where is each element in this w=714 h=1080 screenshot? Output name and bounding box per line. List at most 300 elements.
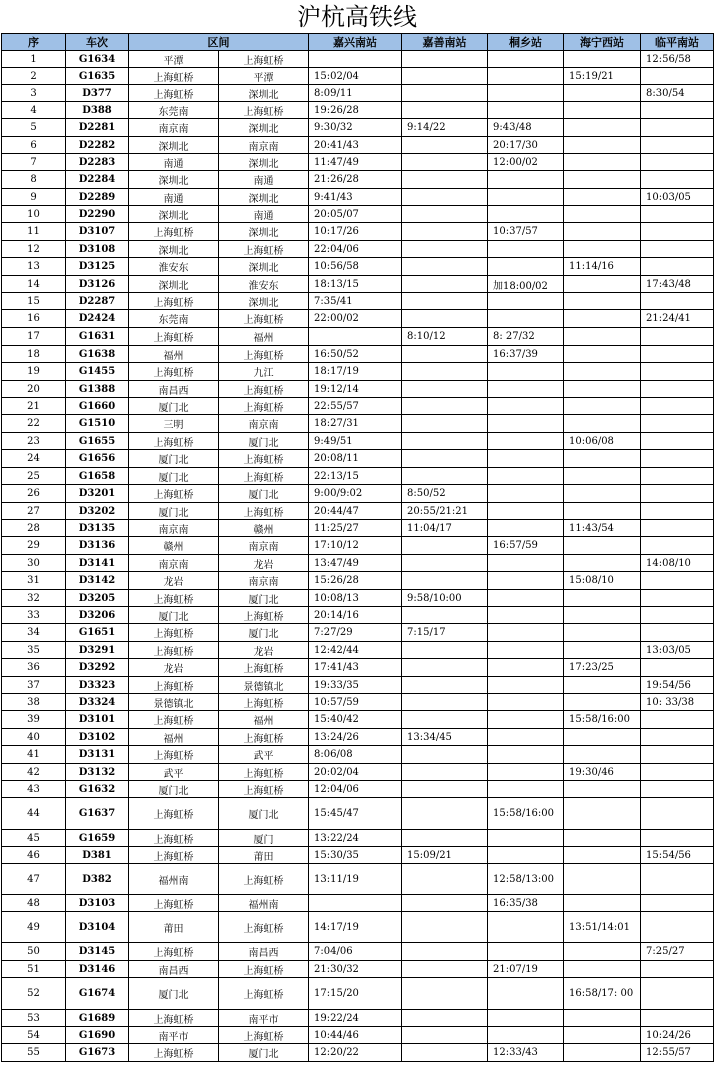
cell-origin: 赣州 (129, 537, 219, 555)
cell-time (564, 485, 641, 503)
cell-destination: 深圳北 (219, 85, 309, 102)
table-row (2, 864, 714, 895)
cell-time: 19:33/35 (309, 677, 402, 694)
table-row (2, 895, 714, 912)
cell-train-number: D2287 (66, 293, 129, 310)
cell-time: 9:58/10:00 (402, 590, 488, 607)
cell-seq: 37 (2, 677, 66, 694)
cell-time (402, 912, 488, 943)
cell-train-number: D3146 (66, 961, 129, 978)
cell-time: 10:17/26 (309, 223, 402, 241)
cell-time (564, 1010, 641, 1027)
header-seq: 序 (2, 34, 66, 51)
cell-seq: 48 (2, 895, 66, 912)
cell-time: 9:49/51 (309, 433, 402, 450)
cell-time (488, 485, 564, 503)
cell-destination: 南京南 (219, 572, 309, 590)
cell-time (564, 415, 641, 433)
cell-time (402, 276, 488, 293)
cell-time (488, 978, 564, 1010)
cell-origin: 南通 (129, 189, 219, 206)
header-row (2, 34, 714, 51)
header-train: 车次 (66, 34, 129, 51)
cell-time (564, 154, 641, 171)
table-row (2, 68, 714, 85)
cell-seq: 31 (2, 572, 66, 590)
header-jiashan-south: 嘉善南站 (402, 34, 488, 51)
cell-time: 12:58/13:00 (488, 864, 564, 895)
cell-time: 17:15/20 (309, 978, 402, 1010)
cell-destination: 上海虹桥 (219, 694, 309, 711)
cell-time (641, 520, 714, 537)
cell-seq: 35 (2, 642, 66, 659)
cell-time: 19:54/56 (641, 677, 714, 694)
cell-time: 15:30/35 (309, 847, 402, 864)
cell-train-number: D3101 (66, 711, 129, 729)
cell-train-number: G1689 (66, 1010, 129, 1027)
cell-time (402, 346, 488, 363)
table-row (2, 206, 714, 223)
cell-time: 20:05/07 (309, 206, 402, 223)
cell-origin: 上海虹桥 (129, 293, 219, 310)
cell-time: 21:30/32 (309, 961, 402, 978)
cell-time (402, 363, 488, 381)
cell-seq: 49 (2, 912, 66, 943)
cell-time: 20:44/47 (309, 503, 402, 520)
table-row (2, 137, 714, 154)
cell-time (488, 1010, 564, 1027)
cell-destination: 上海虹桥 (219, 346, 309, 363)
table-row (2, 189, 714, 206)
cell-time: 13:22/24 (309, 830, 402, 847)
cell-time (641, 171, 714, 189)
cell-seq: 22 (2, 415, 66, 433)
cell-time (564, 590, 641, 607)
table-row (2, 503, 714, 520)
cell-time (402, 223, 488, 241)
cell-time (488, 642, 564, 659)
timetable (1, 33, 714, 1062)
cell-destination: 平潭 (219, 68, 309, 85)
table-row (2, 746, 714, 764)
cell-time: 22:04/06 (309, 241, 402, 258)
cell-time (564, 642, 641, 659)
cell-seq: 46 (2, 847, 66, 864)
cell-time (402, 102, 488, 119)
cell-train-number: D2290 (66, 206, 129, 223)
table-row (2, 450, 714, 468)
cell-time (309, 51, 402, 68)
cell-time: 15:54/56 (641, 847, 714, 864)
cell-time (564, 189, 641, 206)
cell-destination: 莆田 (219, 847, 309, 864)
cell-destination: 上海虹桥 (219, 912, 309, 943)
cell-time (641, 102, 714, 119)
cell-time: 20:17/30 (488, 137, 564, 154)
table-row (2, 85, 714, 102)
cell-time: 17:43/48 (641, 276, 714, 293)
cell-time (641, 468, 714, 485)
cell-time: 15:45/47 (309, 798, 402, 830)
cell-seq: 42 (2, 764, 66, 781)
cell-time: 7:15/17 (402, 624, 488, 642)
cell-seq: 7 (2, 154, 66, 171)
cell-time (488, 102, 564, 119)
cell-time: 10: 33/38 (641, 694, 714, 711)
cell-time (402, 694, 488, 711)
cell-time: 20:08/11 (309, 450, 402, 468)
cell-time (402, 68, 488, 85)
cell-time (402, 468, 488, 485)
cell-destination: 上海虹桥 (219, 781, 309, 798)
cell-time (564, 1044, 641, 1062)
cell-seq: 9 (2, 189, 66, 206)
cell-time (488, 468, 564, 485)
cell-seq: 17 (2, 328, 66, 346)
cell-time (488, 206, 564, 223)
cell-seq: 32 (2, 590, 66, 607)
cell-time: 17:10/12 (309, 537, 402, 555)
table-row (2, 328, 714, 346)
cell-time (402, 1027, 488, 1044)
cell-time (488, 912, 564, 943)
cell-time (641, 433, 714, 450)
cell-time (488, 555, 564, 572)
cell-time (641, 137, 714, 154)
cell-time: 20:14/16 (309, 607, 402, 624)
cell-seq: 45 (2, 830, 66, 847)
cell-time (564, 328, 641, 346)
cell-destination: 上海虹桥 (219, 864, 309, 895)
cell-origin: 厦门北 (129, 781, 219, 798)
cell-origin: 福州 (129, 729, 219, 746)
cell-time (402, 555, 488, 572)
table-row (2, 642, 714, 659)
cell-destination: 南京南 (219, 537, 309, 555)
cell-train-number: G1690 (66, 1027, 129, 1044)
cell-origin: 南通 (129, 154, 219, 171)
cell-time: 13:51/14:01 (564, 912, 641, 943)
cell-time (641, 223, 714, 241)
cell-time: 9:43/48 (488, 119, 564, 137)
cell-destination: 厦门 (219, 830, 309, 847)
cell-time (402, 241, 488, 258)
cell-time: 9:00/9:02 (309, 485, 402, 503)
cell-origin: 上海虹桥 (129, 1044, 219, 1062)
header-jiaxing-south: 嘉兴南站 (309, 34, 402, 51)
cell-time: 7:25/27 (641, 943, 714, 961)
cell-time: 18:17/19 (309, 363, 402, 381)
cell-time (488, 694, 564, 711)
cell-seq: 27 (2, 503, 66, 520)
table-row (2, 798, 714, 830)
table-row (2, 485, 714, 503)
cell-destination: 淮安东 (219, 276, 309, 293)
cell-destination: 南平市 (219, 1010, 309, 1027)
cell-time (402, 293, 488, 310)
cell-train-number: G1634 (66, 51, 129, 68)
table-row (2, 258, 714, 276)
cell-destination: 上海虹桥 (219, 503, 309, 520)
cell-time (641, 978, 714, 1010)
cell-destination: 厦门北 (219, 1044, 309, 1062)
cell-time (564, 171, 641, 189)
cell-train-number: D3292 (66, 659, 129, 677)
cell-time: 11:25/27 (309, 520, 402, 537)
cell-seq: 20 (2, 381, 66, 398)
table-row (2, 415, 714, 433)
cell-destination: 深圳北 (219, 258, 309, 276)
cell-time (488, 659, 564, 677)
table-row (2, 433, 714, 450)
cell-time (488, 85, 564, 102)
cell-seq: 13 (2, 258, 66, 276)
cell-time: 20:41/43 (309, 137, 402, 154)
cell-origin: 上海虹桥 (129, 85, 219, 102)
cell-seq: 55 (2, 1044, 66, 1062)
cell-time: 19:12/14 (309, 381, 402, 398)
cell-time (488, 51, 564, 68)
cell-origin: 深圳北 (129, 137, 219, 154)
cell-train-number: D388 (66, 102, 129, 119)
cell-destination: 九江 (219, 363, 309, 381)
cell-origin: 上海虹桥 (129, 1010, 219, 1027)
cell-time (402, 450, 488, 468)
cell-time (488, 943, 564, 961)
cell-time (641, 328, 714, 346)
cell-time (641, 119, 714, 137)
cell-origin: 上海虹桥 (129, 590, 219, 607)
cell-destination: 厦门北 (219, 798, 309, 830)
cell-train-number: D2283 (66, 154, 129, 171)
cell-origin: 上海虹桥 (129, 328, 219, 346)
cell-time: 18:13/15 (309, 276, 402, 293)
cell-time (402, 746, 488, 764)
table-body (2, 51, 714, 1062)
table-row (2, 572, 714, 590)
cell-time (641, 912, 714, 943)
cell-time: 12:33/43 (488, 1044, 564, 1062)
cell-time (564, 746, 641, 764)
cell-origin: 上海虹桥 (129, 485, 219, 503)
cell-train-number: D2281 (66, 119, 129, 137)
cell-train-number: G1656 (66, 450, 129, 468)
cell-time: 8:10/12 (402, 328, 488, 346)
table-row (2, 912, 714, 943)
cell-destination: 上海虹桥 (219, 607, 309, 624)
cell-time (402, 677, 488, 694)
cell-time: 12:42/44 (309, 642, 402, 659)
cell-train-number: D3125 (66, 258, 129, 276)
cell-train-number: D3205 (66, 590, 129, 607)
cell-destination: 龙岩 (219, 555, 309, 572)
cell-time (402, 830, 488, 847)
cell-time (488, 171, 564, 189)
cell-time (402, 572, 488, 590)
cell-destination: 上海虹桥 (219, 961, 309, 978)
cell-time: 10:57/59 (309, 694, 402, 711)
cell-time: 18:27/31 (309, 415, 402, 433)
cell-time: 10:44/46 (309, 1027, 402, 1044)
cell-origin: 厦门北 (129, 398, 219, 415)
cell-time (564, 102, 641, 119)
cell-time (402, 961, 488, 978)
cell-destination: 上海虹桥 (219, 102, 309, 119)
cell-time: 8: 27/32 (488, 328, 564, 346)
cell-train-number: D3126 (66, 276, 129, 293)
cell-time (641, 864, 714, 895)
cell-time (641, 729, 714, 746)
cell-time: 12:00/02 (488, 154, 564, 171)
cell-time (564, 694, 641, 711)
cell-time: 10:03/05 (641, 189, 714, 206)
cell-destination: 上海虹桥 (219, 381, 309, 398)
cell-time (564, 363, 641, 381)
cell-train-number: D3108 (66, 241, 129, 258)
cell-time (402, 171, 488, 189)
cell-time (488, 293, 564, 310)
cell-time (488, 830, 564, 847)
cell-time (641, 1010, 714, 1027)
cell-time (488, 729, 564, 746)
cell-destination: 厦门北 (219, 485, 309, 503)
table-row (2, 468, 714, 485)
cell-train-number: G1673 (66, 1044, 129, 1062)
cell-destination: 厦门北 (219, 433, 309, 450)
cell-time: 22:13/15 (309, 468, 402, 485)
cell-time (564, 961, 641, 978)
cell-time: 13:34/45 (402, 729, 488, 746)
cell-seq: 10 (2, 206, 66, 223)
cell-time (564, 503, 641, 520)
cell-time: 15:26/28 (309, 572, 402, 590)
cell-time: 11:04/17 (402, 520, 488, 537)
cell-time (564, 677, 641, 694)
cell-time (564, 381, 641, 398)
header-section: 区间 (129, 34, 309, 51)
cell-destination: 上海虹桥 (219, 51, 309, 68)
cell-seq: 12 (2, 241, 66, 258)
cell-time: 22:55/57 (309, 398, 402, 415)
cell-origin: 上海虹桥 (129, 363, 219, 381)
cell-time (488, 764, 564, 781)
cell-train-number: G1659 (66, 830, 129, 847)
cell-time (641, 895, 714, 912)
cell-time (564, 468, 641, 485)
cell-time (564, 830, 641, 847)
cell-origin: 上海虹桥 (129, 433, 219, 450)
cell-time (402, 764, 488, 781)
cell-destination: 南京南 (219, 415, 309, 433)
cell-train-number: D3103 (66, 895, 129, 912)
cell-time (488, 847, 564, 864)
table-row (2, 520, 714, 537)
cell-seq: 29 (2, 537, 66, 555)
table-row (2, 830, 714, 847)
cell-time: 15:08/10 (564, 572, 641, 590)
cell-time (564, 293, 641, 310)
cell-time (488, 433, 564, 450)
cell-origin: 南平市 (129, 1027, 219, 1044)
cell-time (564, 729, 641, 746)
cell-destination: 深圳北 (219, 293, 309, 310)
cell-destination: 厦门北 (219, 624, 309, 642)
table-row (2, 346, 714, 363)
cell-time (488, 590, 564, 607)
table-row (2, 764, 714, 781)
table-row (2, 119, 714, 137)
cell-train-number: G1655 (66, 433, 129, 450)
cell-origin: 上海虹桥 (129, 642, 219, 659)
table-row (2, 943, 714, 961)
cell-time (641, 485, 714, 503)
cell-time (488, 415, 564, 433)
cell-seq: 14 (2, 276, 66, 293)
cell-destination: 南昌西 (219, 943, 309, 961)
cell-origin: 深圳北 (129, 171, 219, 189)
cell-time: 8:09/11 (309, 85, 402, 102)
cell-train-number: D2424 (66, 310, 129, 328)
cell-time (641, 659, 714, 677)
cell-train-number: D3206 (66, 607, 129, 624)
cell-time: 11:43/54 (564, 520, 641, 537)
cell-time (641, 293, 714, 310)
cell-destination: 南通 (219, 171, 309, 189)
cell-destination: 上海虹桥 (219, 764, 309, 781)
cell-time (402, 189, 488, 206)
cell-seq: 54 (2, 1027, 66, 1044)
cell-time (488, 189, 564, 206)
cell-time (641, 346, 714, 363)
cell-seq: 21 (2, 398, 66, 415)
cell-time (564, 346, 641, 363)
cell-time (402, 85, 488, 102)
table-row (2, 659, 714, 677)
cell-time (641, 415, 714, 433)
cell-seq: 3 (2, 85, 66, 102)
cell-seq: 8 (2, 171, 66, 189)
cell-destination: 景德镇北 (219, 677, 309, 694)
cell-origin: 深圳北 (129, 276, 219, 293)
cell-time (564, 895, 641, 912)
cell-origin: 厦门北 (129, 468, 219, 485)
cell-time (641, 381, 714, 398)
cell-origin: 东莞南 (129, 310, 219, 328)
cell-destination: 福州南 (219, 895, 309, 912)
cell-origin: 南昌西 (129, 381, 219, 398)
cell-time (402, 154, 488, 171)
table-row (2, 729, 714, 746)
cell-seq: 30 (2, 555, 66, 572)
cell-seq: 24 (2, 450, 66, 468)
header-tongxiang: 桐乡站 (488, 34, 564, 51)
cell-origin: 三明 (129, 415, 219, 433)
cell-time: 19:30/46 (564, 764, 641, 781)
cell-time (402, 659, 488, 677)
cell-time (564, 51, 641, 68)
cell-origin: 上海虹桥 (129, 847, 219, 864)
cell-seq: 19 (2, 363, 66, 381)
cell-time (641, 363, 714, 381)
header-haining-west: 海宁西站 (564, 34, 641, 51)
cell-train-number: D3132 (66, 764, 129, 781)
table-row (2, 381, 714, 398)
cell-train-number: D3291 (66, 642, 129, 659)
cell-train-number: G1510 (66, 415, 129, 433)
cell-time: 15:02/04 (309, 68, 402, 85)
cell-time: 13:24/26 (309, 729, 402, 746)
table-row (2, 363, 714, 381)
